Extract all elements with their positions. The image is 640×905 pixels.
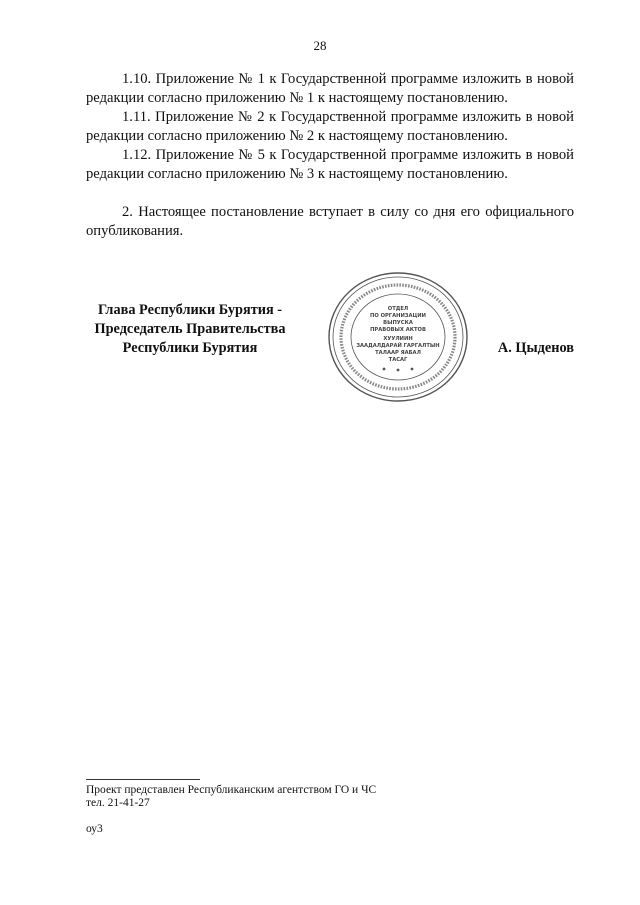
footnote <box>86 784 376 810</box>
paragraph-1-10: 1.10. Приложение № 1 к Государственной программе изложить в новой редакции согласно приложению № 1 к настоящему постановлению. <box>86 71 574 106</box>
seal-stars <box>383 368 414 372</box>
seal-line: ПО ОРГАНИЗАЦИИ <box>370 313 426 319</box>
footnote-divider <box>86 779 200 780</box>
seal-line: ХУУЛИИН <box>383 336 413 342</box>
body-text <box>86 70 574 241</box>
paragraph-1-12: 1.12. Приложение № 5 к Государственной программе изложить в новой редакции согласно приложению № 3 к настоящему постановлению. <box>86 147 574 182</box>
page-number: 28 <box>313 38 327 53</box>
footnote-phone: тел. 21-41-27 <box>86 797 150 809</box>
paragraph-2: 2. Настоящее постановление вступает в силу со дня его официального опубликования. <box>86 204 574 239</box>
signatory-title-line: Председатель Правительства <box>94 321 286 337</box>
signatory-title <box>82 301 298 358</box>
seal-line: ТАСАГ <box>388 357 408 363</box>
document-code: оу3 <box>86 823 103 835</box>
footnote-line: Проект представлен Республиканским агентством ГО и ЧС <box>86 784 377 796</box>
paragraph-1-11: 1.11. Приложение № 2 к Государственной программе изложить в новой редакции согласно приложению № 2 к настоящему постановлению. <box>86 109 574 144</box>
signatory-title-line: Глава Республики Бурятия - <box>97 302 283 318</box>
signer-name: А. Цыденов <box>497 340 574 356</box>
seal-line: ВЫПУСКА <box>383 320 413 326</box>
seal-line: ПРАВОВЫХ АКТОВ <box>370 327 426 333</box>
signatory-title-line: Республики Бурятия <box>122 340 258 356</box>
seal-line: ЗААДАЛДАРАЙ ГАРГАЛТЫН <box>356 343 440 349</box>
seal-line: ТАЛААР ЯАБАЛ <box>375 350 421 356</box>
official-seal <box>326 270 470 404</box>
seal-line: ОТДЕЛ <box>387 306 409 312</box>
